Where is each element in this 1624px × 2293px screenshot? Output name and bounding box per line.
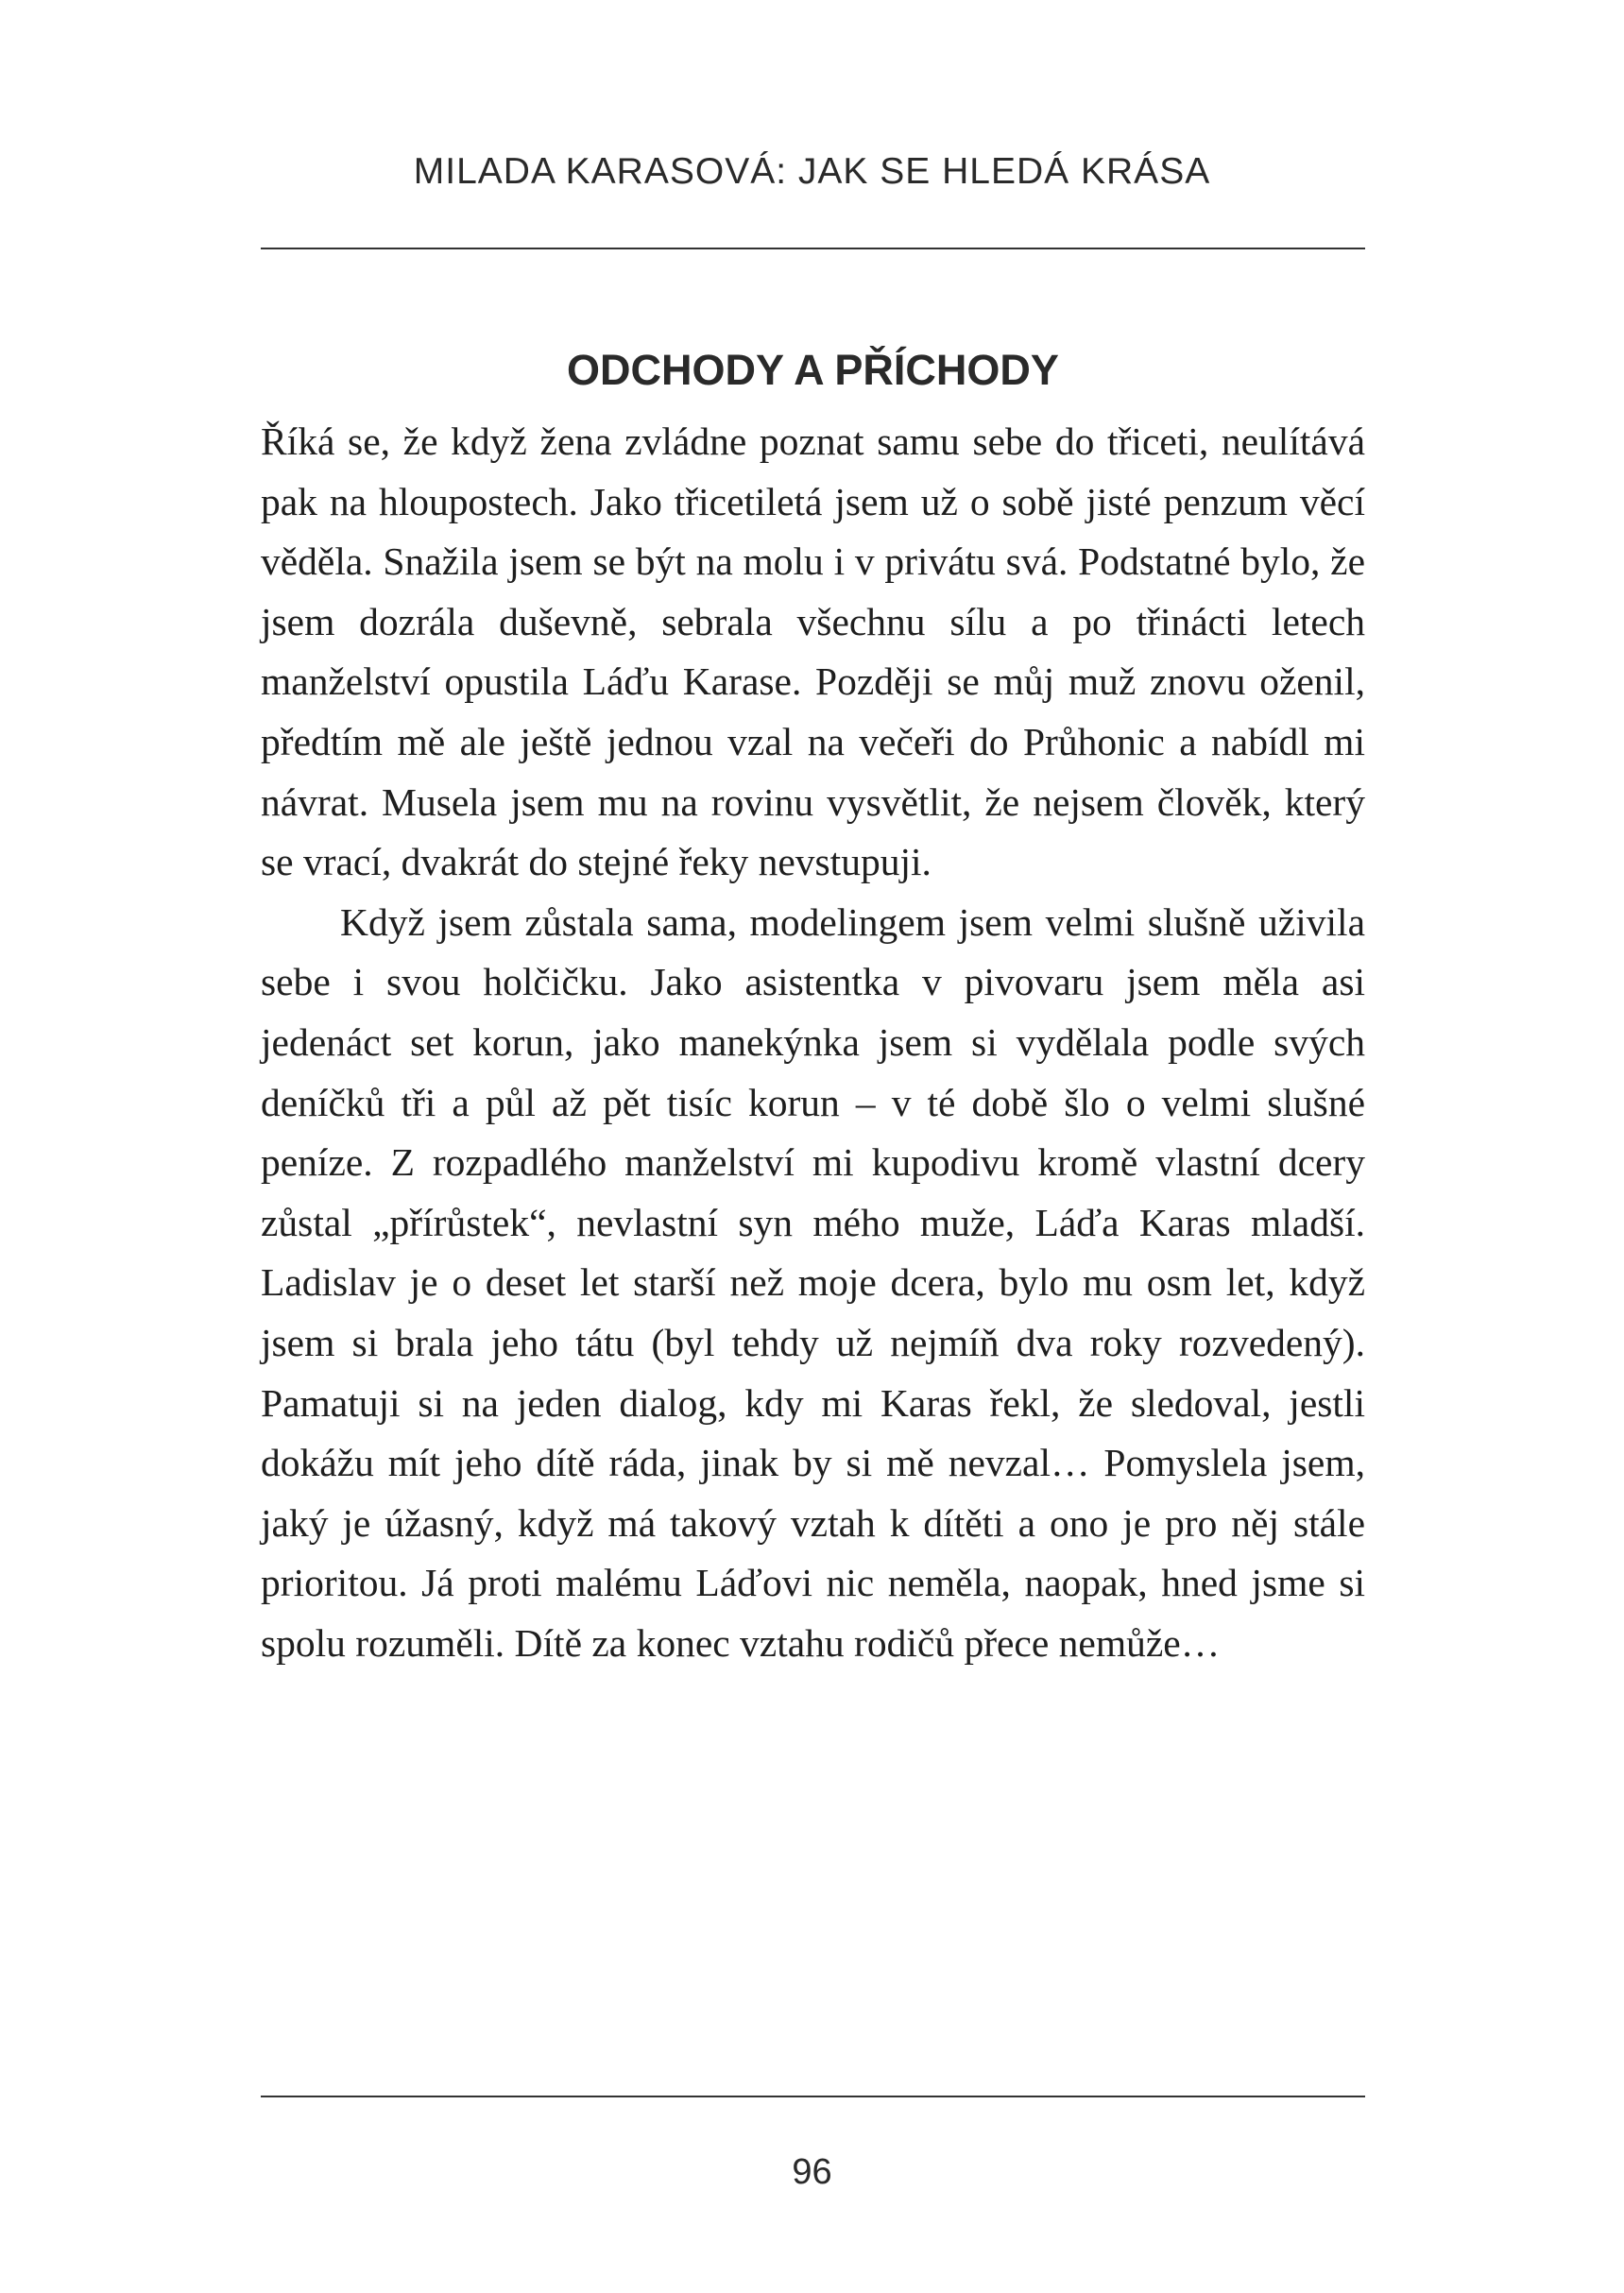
running-header: MILADA KARASOVÁ: JAK SE HLEDÁ KRÁSA — [413, 151, 1211, 192]
page-number: 96 — [792, 2152, 832, 2192]
paragraph-2: Když jsem zůstala sama, modelingem jsem velmi slušně uživila sebe i svou holčičku. Jako asistentka v pivovaru jsem měla asi jedenáct set korun, jako manekýnka jsem si vydělala podle svých deníčků tři a půl až pět tisíc korun – v té době šlo o velmi slušné peníze. Z rozpadlého manželství mi kupodivu kromě vlastní dcery zůstal „přírůstek“, nevlastní syn mého muže, Láďa Karas mladší. Ladislav je o deset let starší než moje dcera, bylo mu osm let, když jsem si brala jeho tátu (byl tehdy už nejmíň dva roky rozvedený). Pamatuji si na jeden dialog, kdy mi Karas řekl, že sledoval, jestli dokážu mít jeho dítě ráda, jinak by si mě nevzal… Pomyslela jsem, jaký je úžasný, když má takový vztah k dítěti a ono je pro něj stále prioritou. Já proti malému Láďovi nic neměla, naopak, hned jsme si spolu rozuměli. Dítě za konec vztahu rodičů přece nemůže… — [261, 899, 1365, 1665]
header-rule — [261, 248, 1365, 249]
chapter-title: ODCHODY A PŘÍCHODY — [567, 346, 1059, 394]
footer-rule — [261, 2096, 1365, 2097]
paragraph-1: Říká se, že když žena zvládne poznat samu sebe do třiceti, neulítává pak na hloupostech. Jako třicetiletá jsem už o sobě jisté penzum věcí věděla. Snažila jsem se být na molu i v privátu svá. Podstatné bylo, že jsem dozrála duševně, sebrala všechnu sílu a po třinácti letech manželství opustila Láďu Karase. Později se můj muž znovu oženil, předtím mě ale ještě jednou vzal na večeři do Průhonic a nabídl mi návrat. Musela jsem mu na rovinu vysvětlit, že nejsem člověk, který se vrací, dvakrát do stejné řeky nevstupuji. — [261, 419, 1365, 884]
body-text — [261, 412, 1365, 1673]
